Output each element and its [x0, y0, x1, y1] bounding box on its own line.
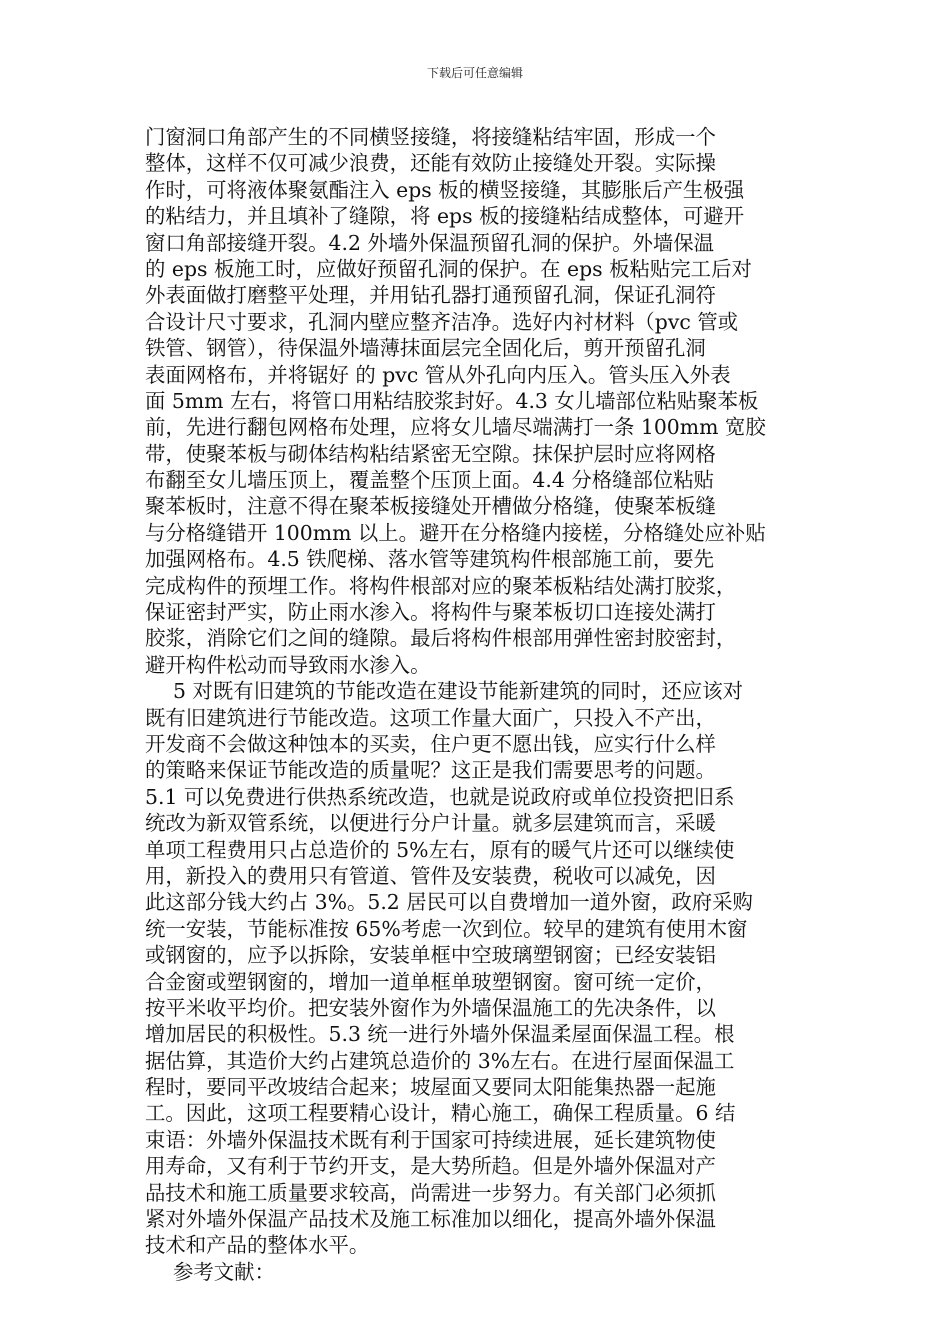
text-line: 紧对外墙外保温产品技术及施工标准加以细化，提高外墙外保温	[145, 1207, 716, 1232]
text-line: 布翻至女儿墙压顶上，覆盖整个压顶上面。4.4 分格缝部位粘贴	[145, 468, 715, 493]
text-line: 胶浆，消除它们之间的缝隙。最后将构件根部用弹性密封胶密封，	[145, 626, 737, 651]
text-line: 带，使聚苯板与砌体结构粘结紧密无空隙。抹保护层时应将网格	[145, 441, 716, 466]
text-line: 品技术和施工质量要求较高，尚需进一步努力。有关部门必须抓	[145, 1180, 716, 1205]
text-line: 5.1 可以免费进行供热系统改造，也就是说政府或单位投资把旧系	[145, 784, 735, 809]
text-line: 单项工程费用只占总造价的 5%左右，原有的暖气片还可以继续使	[145, 837, 735, 862]
text-line: 面 5mm 左右，将管口用粘结胶浆封好。4.3 女儿墙部位粘贴聚苯板	[145, 388, 759, 413]
text-line: 合设计尺寸要求，孔洞内壁应整齐洁净。选好内衬材料（pvc 管或	[145, 309, 739, 334]
text-line: 按平米收平均价。把安装外窗作为外墙保温施工的先决条件，以	[145, 995, 716, 1020]
text-line: 统一安装，节能标准按 65%考虑一次到位。较早的建筑有使用木窗	[145, 916, 748, 941]
text-line: 或钢窗的，应予以拆除，安装单框中空玻璃塑钢窗；已经安装铝	[145, 943, 716, 968]
text-line: 据估算，其造价大约占建筑总造价的 3%左右。在进行屋面保温工	[145, 1048, 735, 1073]
text-line: 用寿命，又有利于节约开支，是大势所趋。但是外墙外保温对产	[145, 1154, 716, 1179]
references-heading: 参考文献：	[173, 1259, 275, 1284]
text-line: 开发商不会做这种蚀本的买卖，住户更不愿出钱，应实行什么样	[145, 731, 716, 756]
text-line: 的 eps 板施工时，应做好预留孔洞的保护。在 eps 板粘贴完工后对	[145, 256, 752, 281]
text-line: 聚苯板时，注意不得在聚苯板接缝处开槽做分格缝，使聚苯板缝	[145, 494, 716, 519]
text-line: 的粘结力，并且填补了缝隙，将 eps 板的接缝粘结成整体，可避开	[145, 204, 745, 229]
text-line: 铁管、钢管），待保温外墙薄抹面层完全固化后，剪开预留孔洞	[145, 336, 706, 361]
text-line: 加强网格布。4.5 铁爬梯、落水管等建筑构件根部施工前，要先	[145, 547, 715, 572]
text-line: 表面网格布，并将锯好 的 pvc 管从外孔向内压入。管头压入外表	[145, 362, 731, 387]
text-line: 的策略来保证节能改造的质量呢？这正是我们需要思考的问题。	[145, 758, 716, 783]
text-line: 与分格缝错开 100mm 以上。避开在分格缝内接槎，分格缝处应补贴	[145, 520, 766, 545]
text-line: 保证密封严实，防止雨水渗入。将构件与聚苯板切口连接处满打	[145, 600, 716, 625]
text-line: 避开构件松动而导致雨水渗入。	[145, 652, 431, 677]
text-line: 前，先进行翻包网格布处理，应将女儿墙尽端满打一条 100mm 宽胶	[145, 415, 766, 440]
text-line: 外表面做打磨整平处理，并用钻孔器打通预留孔洞，保证孔洞符	[145, 283, 716, 308]
text-line: 增加居民的积极性。5.3 统一进行外墙外保温柔屋面保温工程。根	[145, 1022, 735, 1047]
text-line: 用，新投入的费用只有管道、管件及安装费，税收可以减免，因	[145, 863, 716, 888]
text-line: 此这部分钱大约占 3%。5.2 居民可以自费增加一道外窗，政府采购	[145, 890, 753, 915]
text-line: 程时，要同平改坡结合起来；坡屋面又要同太阳能集热器一起施	[145, 1075, 716, 1100]
document-body	[145, 124, 795, 1285]
text-line: 束语：外墙外保温技术既有利于国家可持续进展，延长建筑物使	[145, 1127, 716, 1152]
page-header: 下载后可任意编辑	[426, 66, 523, 80]
text-line: 统改为新双管系统，以便进行分户计量。就多层建筑而言，采暖	[145, 811, 716, 836]
text-line: 完成构件的预埋工作。将构件根部对应的聚苯板粘结处满打胶浆，	[145, 573, 737, 598]
text-line: 窗口角部接缝开裂。4.2 外墙外保温预留孔洞的保护。外墙保温	[145, 230, 715, 255]
text-line: 合金窗或塑钢窗的，增加一道单框单玻塑钢窗。窗可统一定价，	[145, 969, 716, 994]
text-line: 既有旧建筑进行节能改造。这项工作量大面广，只投入不产出，	[145, 705, 716, 730]
text-line: 整体，这样不仅可减少浪费，还能有效防止接缝处开裂。实际操	[145, 151, 716, 176]
paragraph-start-line: 5 对既有旧建筑的节能改造在建设节能新建筑的同时，还应该对	[173, 679, 743, 704]
text-line: 技术和产品的整体水平。	[145, 1233, 370, 1258]
text-line: 门窗洞口角部产生的不同横竖接缝，将接缝粘结牢固，形成一个	[145, 125, 716, 149]
text-line: 作时，可将液体聚氨酯注入 eps 板的横竖接缝，其膨胀后产生极强	[145, 177, 745, 202]
text-line: 工。因此，这项工程要精心设计，精心施工，确保工程质量。6 结	[145, 1101, 736, 1126]
